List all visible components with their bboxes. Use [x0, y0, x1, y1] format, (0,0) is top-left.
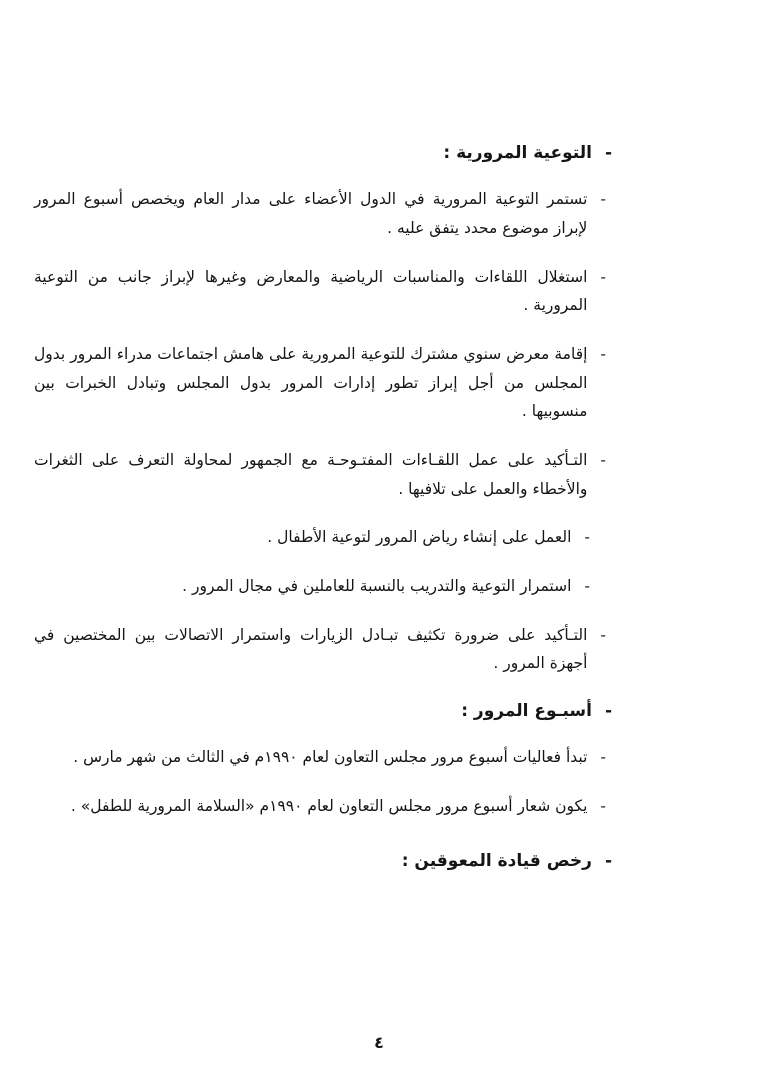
- dash-marker: -: [604, 700, 612, 721]
- section-heading-text: رخص قيادة المعوقين :: [401, 851, 592, 872]
- list-item-text: التـأكيد على ضرورة تكثيف تبـادل الزيارات واستمرار الاتصالات بين المختصين في أجهزة المرور .: [34, 625, 588, 673]
- dash-marker: -: [600, 796, 606, 815]
- list-item-text: تستمر التوعية المرورية في الدول الأعضاء على مدار العام ويخصص أسبوع المرور لإبراز موضوع محدد يتفق عليه .: [34, 190, 588, 237]
- list-item-text: العمل على إنشاء رياض المرور لتوعية الأطفال .: [267, 528, 572, 547]
- dash-marker: -: [600, 344, 606, 363]
- list-item-text: يكون شعار أسبوع مرور مجلس التعاون لعام ١٩٩٠م «السلامة المرورية للطفل» .: [70, 796, 588, 815]
- list-item: [34, 446, 606, 503]
- list-item: [34, 572, 590, 601]
- list-item: [34, 523, 590, 552]
- list-item: [34, 743, 606, 772]
- section-heading-text: أسبـوع المرور :: [461, 700, 592, 721]
- document-content: [34, 140, 612, 894]
- section-heading-disabled-licenses: [34, 848, 612, 875]
- section-heading-traffic-awareness: [34, 140, 612, 167]
- list-item: [34, 792, 606, 821]
- list-item-text: استغلال اللقاءات والمناسبات الرياضية والمعارض وغيرها لإبراز جانب من التوعية المرورية .: [34, 267, 588, 315]
- section-heading-traffic-week: [34, 698, 612, 725]
- dash-marker: -: [604, 143, 612, 163]
- list-item: [34, 340, 606, 426]
- dash-marker: -: [600, 267, 606, 286]
- page-number: ٤: [374, 1033, 384, 1052]
- dash-marker: -: [600, 450, 606, 469]
- dash-marker: -: [604, 851, 612, 872]
- dash-marker: -: [584, 576, 590, 595]
- list-item-text: استمرار التوعية والتدريب بالنسبة للعاملين في مجال المرور .: [182, 576, 572, 595]
- dash-marker: -: [600, 190, 606, 209]
- dash-marker: -: [584, 528, 590, 547]
- dash-marker: -: [600, 625, 606, 644]
- list-item-text: التـأكيد على عمل اللقـاءات المفتـوحـة مع الجمهور لمحاولة التعرف على الثغرات والأخطاء والعمل على تلافيها .: [34, 450, 588, 498]
- dash-marker: -: [600, 748, 606, 767]
- list-item-text: إقامة معرض سنوي مشترك للتوعية المرورية على هامش اجتماعات مدراء المرور بدول المجلس من أجل إبراز تطور إدارات المرور بدول المجلس وتبادل الخبرات بين منسوبيها .: [34, 344, 588, 421]
- list-item: [34, 185, 606, 242]
- list-item-text: تبدأ فعاليات أسبوع مرور مجلس التعاون لعام ١٩٩٠م في الثالث من شهر مارس .: [73, 748, 588, 767]
- section-heading-text: التوعية المرورية :: [443, 143, 592, 163]
- list-item: [34, 263, 606, 320]
- list-item: [34, 621, 606, 678]
